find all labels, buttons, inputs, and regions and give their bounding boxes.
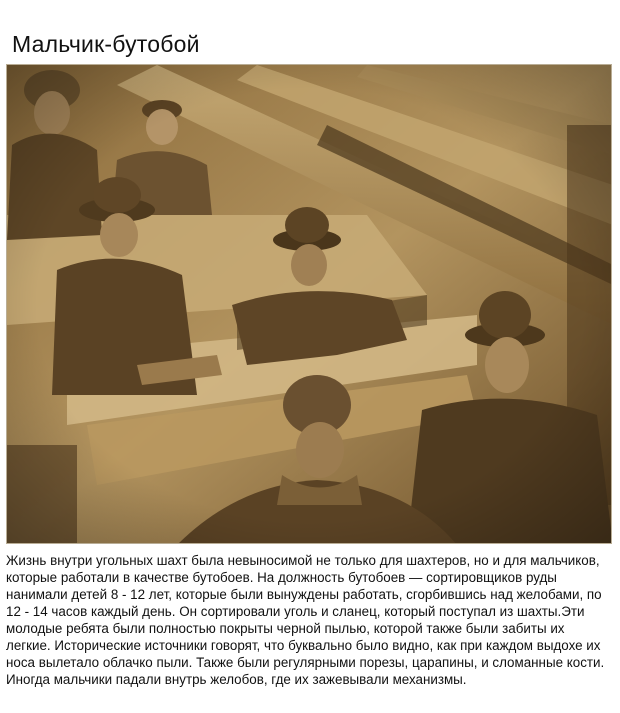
article-title: Мальчик-бутобой [12,31,200,57]
article-caption: Жизнь внутри угольных шахт была невыносимой не только для шахтеров, но и для мальчиков, которые работали в качестве бутобоев. На должность бутобоев — сортировщиков руды нанимали детей 8 - 12 лет, которые были вынуждены работать, сгорбившись над желобами, по 12 - 14 часов каждый день. Он сортировали уголь и сланец, который поступал из шахты.Эти молодые ребята были полностью покрыты черной пылью, которой также были забиты их легкие. Исторические источники говорят, что буквально было видно, как при каждом выдохе их носа вылетало облачко пыли. Также были регулярными порезы, царапины, и сломанные кости. Иногда мальчики падали внутрь желобов, где их зажевывали механизмы. [6,553,605,687]
breaker-boys-photo [6,64,612,544]
